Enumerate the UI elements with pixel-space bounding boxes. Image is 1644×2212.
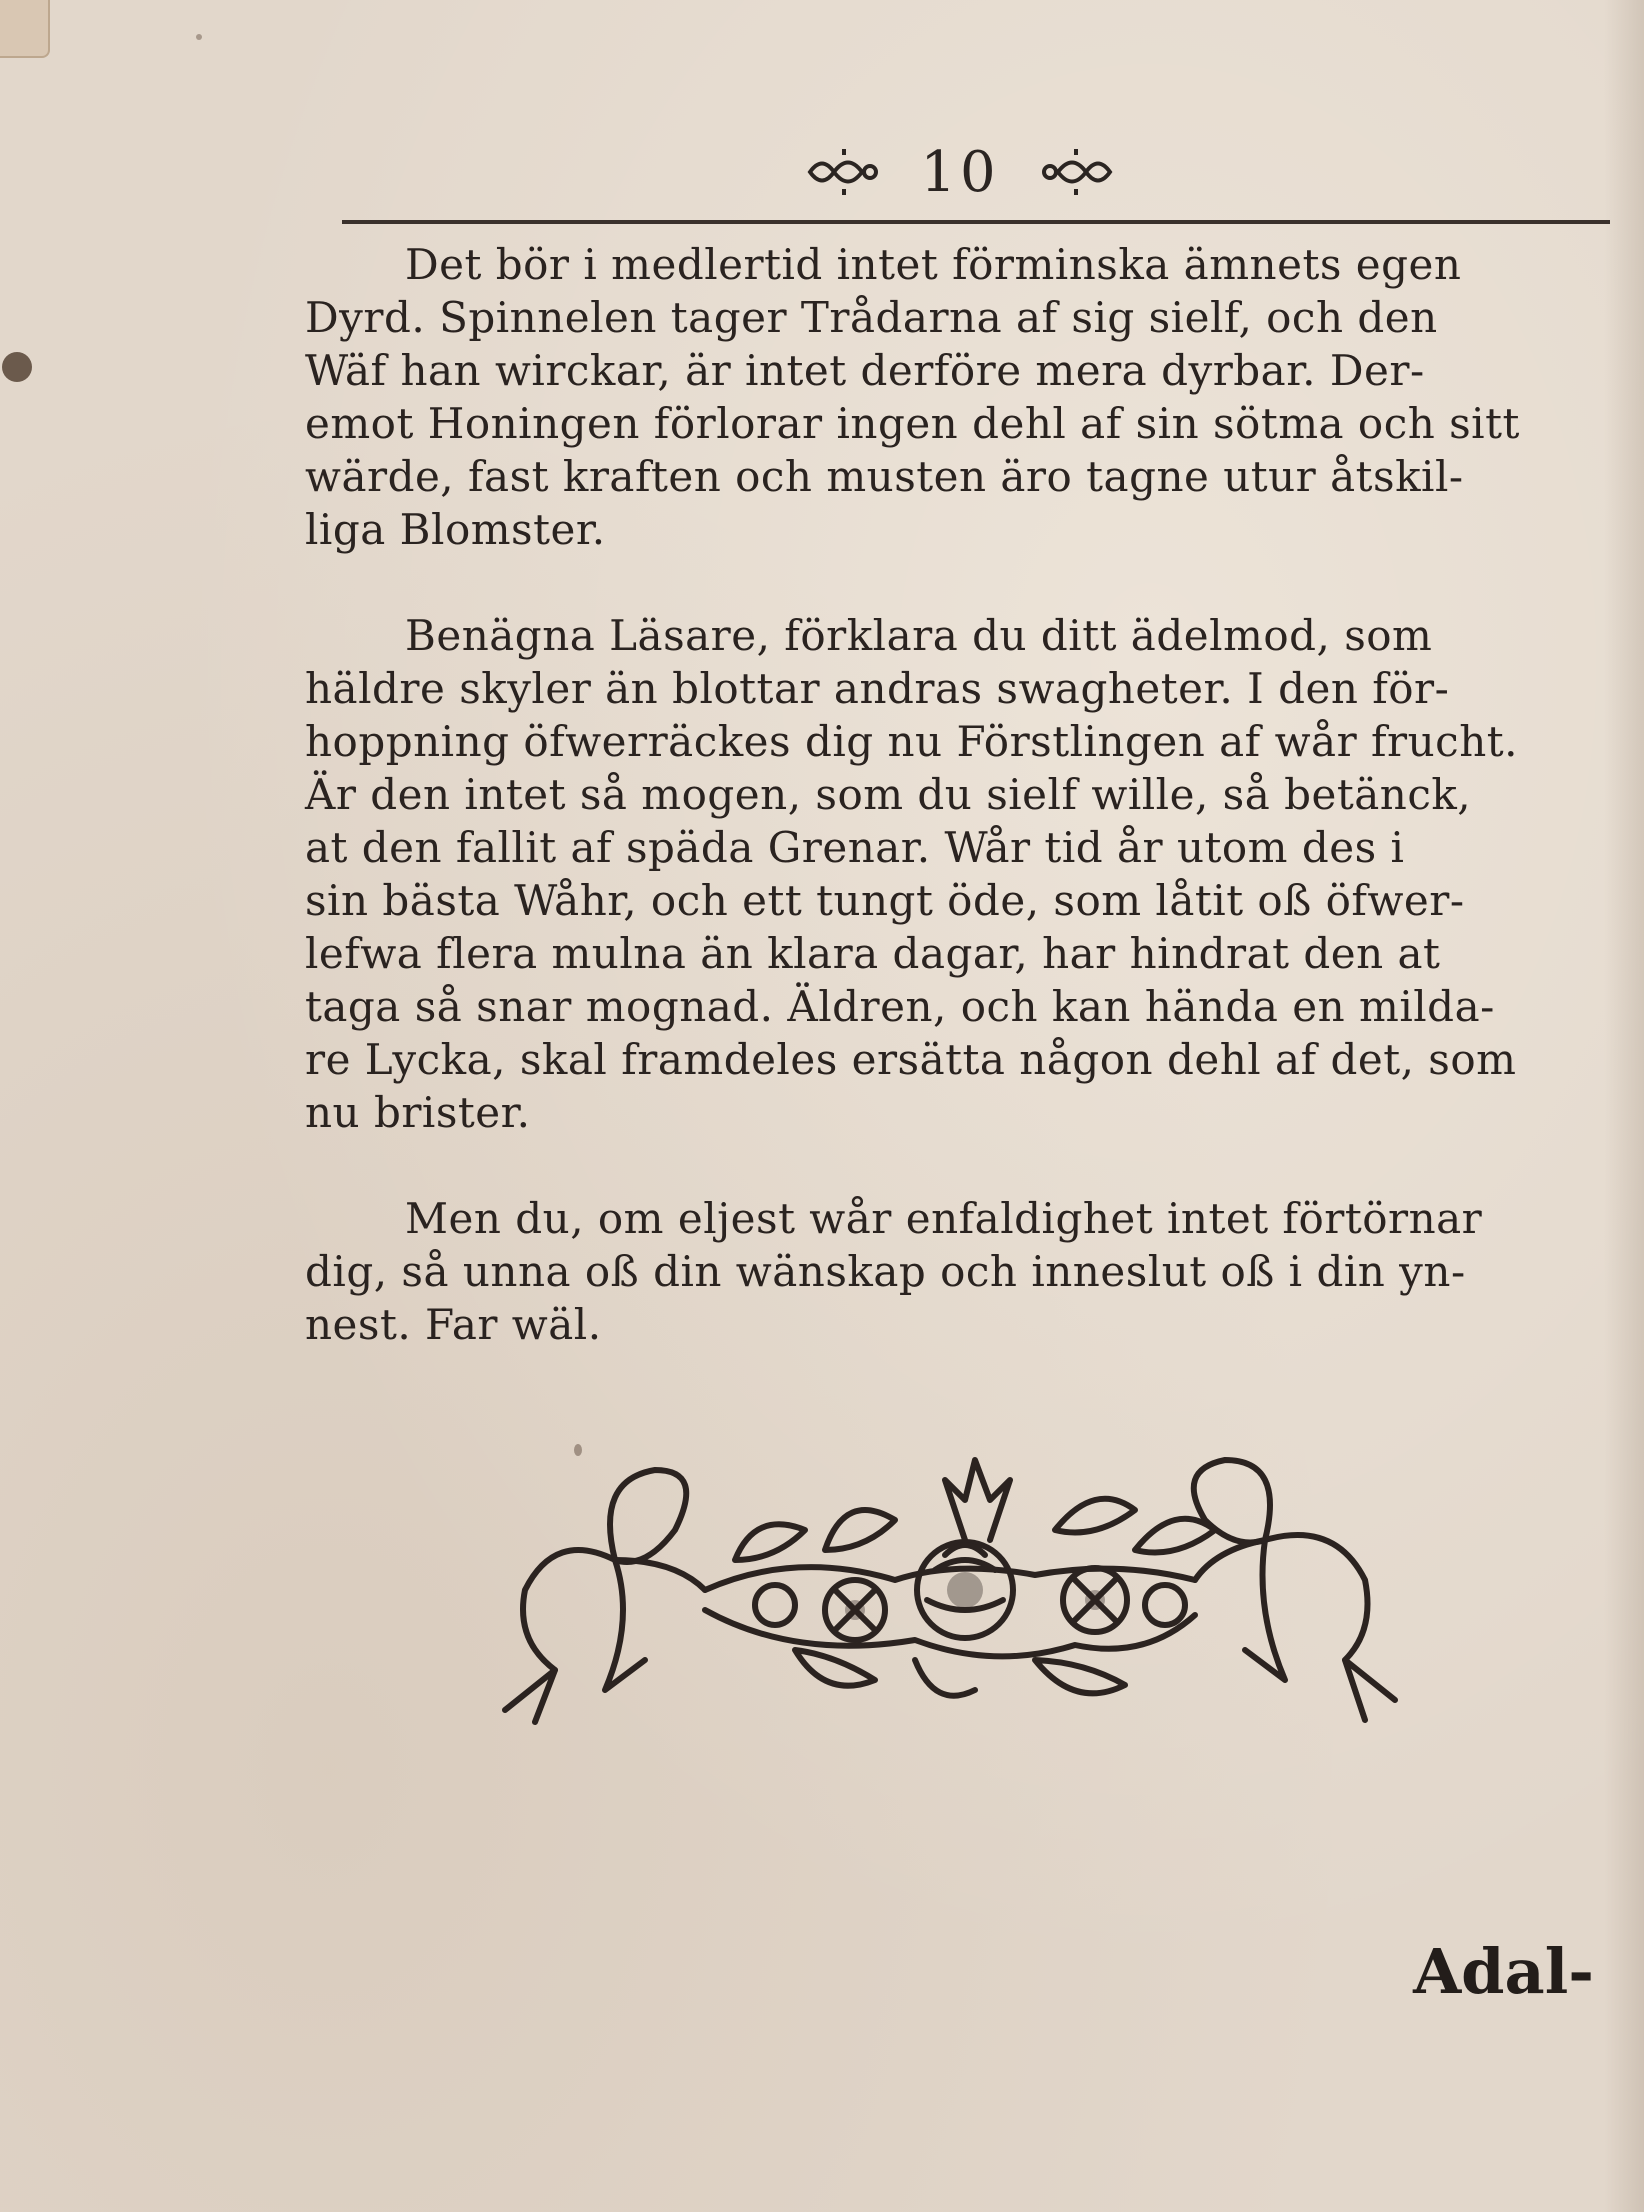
text-line: Men du, om eljest wår enfaldighet intet förtörnar	[405, 1194, 1483, 1243]
text-line: Benägna Läsare, förklara du ditt ädelmod, som	[405, 611, 1433, 660]
page-number: 10	[920, 139, 1000, 205]
text-line: sin bästa Wåhr, och ett tungt öde, som låtit oß öfwer-	[305, 876, 1465, 925]
body-text	[305, 238, 1610, 1351]
text-line: Det bör i medlertid intet förminska ämnets egen	[405, 240, 1462, 289]
flourish-icon	[1036, 147, 1116, 197]
text-line: at den fallit af späda Grenar. Wår tid år utom des i	[305, 823, 1405, 872]
floral-garland-icon	[495, 1440, 1415, 1730]
text-line: dig, så unna oß din wänskap och inneslut oß i din yn-	[305, 1247, 1466, 1296]
running-header	[780, 140, 1140, 204]
text-line: häldre skyler än blottar andras swagheter. I den för-	[305, 664, 1450, 713]
text-line: Wäf han wirckar, är intet derföre mera dyrbar. Der-	[305, 346, 1425, 395]
stain-spot	[196, 34, 202, 40]
text-line: lefwa flera mulna än klara dagar, har hindrat den at	[305, 929, 1441, 978]
text-line: nest. Far wäl.	[305, 1300, 602, 1349]
text-line: nu brister.	[305, 1088, 531, 1137]
page-edge-shadow	[1604, 0, 1644, 2212]
text-line: emot Honingen förlorar ingen dehl af sin sötma och sitt	[305, 399, 1520, 448]
page-corner	[0, 0, 50, 58]
catchword: Adal-	[1413, 1935, 1594, 2008]
text-line: wärde, fast kraften och musten äro tagne utur åtskil-	[305, 452, 1464, 501]
header-rule	[342, 220, 1610, 224]
stain-spot	[2, 352, 32, 382]
text-line: Dyrd. Spinnelen tager Trådarna af sig sielf, och den	[305, 293, 1438, 342]
text-line: hoppning öfwerräckes dig nu Förstlingen af wår frucht.	[305, 717, 1518, 766]
text-line: re Lycka, skal framdeles ersätta någon dehl af det, som	[305, 1035, 1517, 1084]
text-line: Är den intet så mogen, som du sielf wille, så betänck,	[305, 770, 1472, 819]
text-line: liga Blomster.	[305, 505, 606, 554]
flourish-icon	[804, 147, 884, 197]
text-line: taga så snar mognad. Äldren, och kan hända en milda-	[305, 982, 1495, 1031]
